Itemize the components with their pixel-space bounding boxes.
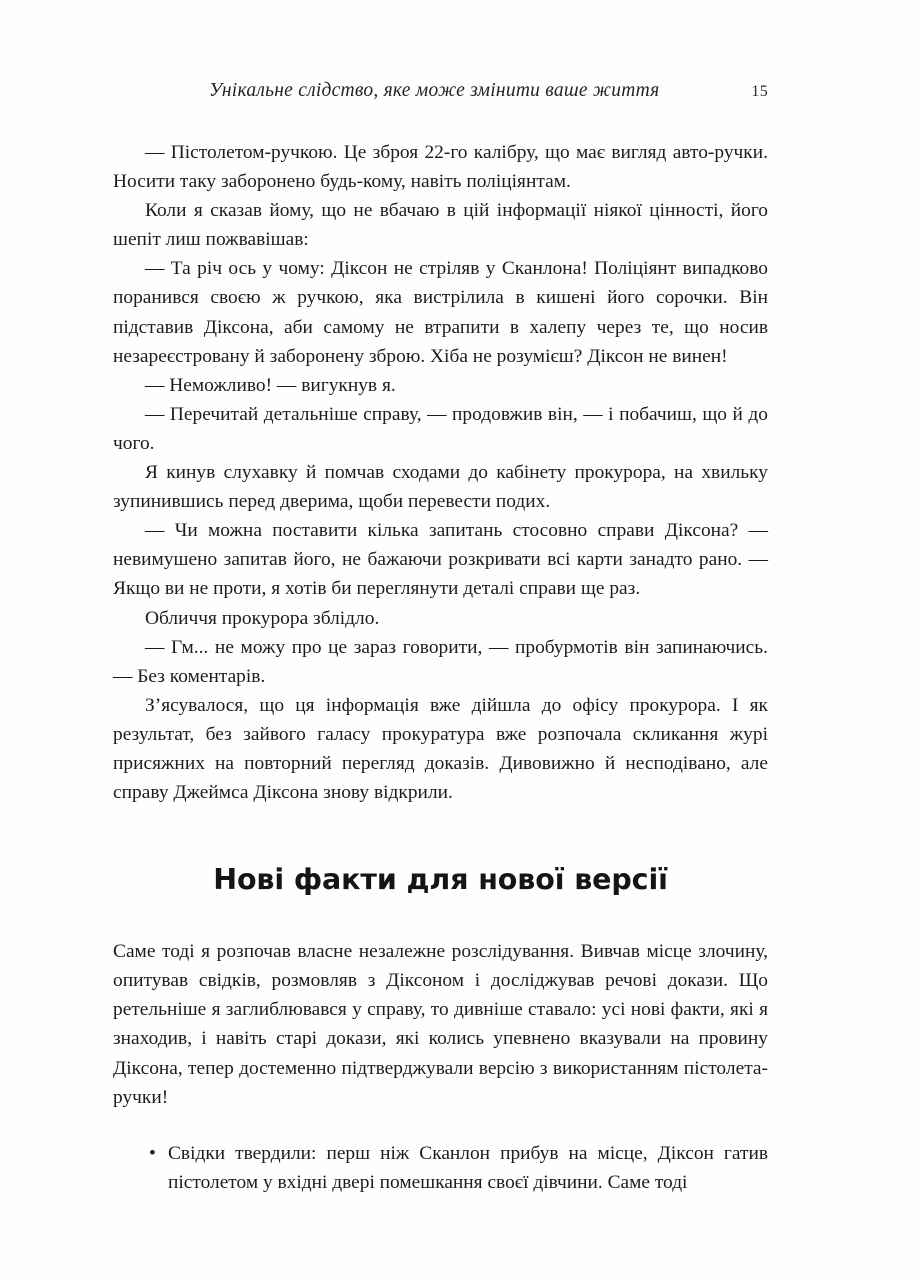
paragraph: — Та річ ось у чому: Діксон не стріляв у Сканлона! Поліціянт випадково поранився своєю ж ручкою, яка вистрілила в кишені його сорочки. Він підставив Діксона, аби самому не втрапити в халепу через те, що носив незареєстровану й заборонену зброю. Хіба не розумієш? Діксон не винен! xyxy=(113,258,768,367)
paragraph: — Пістолетом-ручкою. Це зброя 22-го калібру, що має вигляд авто-ручки. Носити таку заборонено будь-кому, навіть поліціянтам. xyxy=(113,142,768,193)
paragraph: — Гм... не можу про це зараз говорити, — пробурмотів він запинаючись. — Без коментарів. xyxy=(113,636,768,687)
list-item-text: Свідки твердили: перш ніж Сканлон прибув на місце, Діксон гатив пістолетом у вхідні двері помешкання своєї дівчини. Саме тоді xyxy=(168,1142,768,1193)
running-head xyxy=(113,80,768,110)
list-item xyxy=(113,1139,768,1197)
paragraph: — Неможливо! — вигукнув я. xyxy=(145,374,396,396)
bullet-point-icon: • xyxy=(149,1142,156,1164)
paragraph: — Чи можна поставити кілька запитань стосовно справи Діксона? — невимушено запитав його, не бажаючи розкривати всі карти занадто рано. — Якщо ви не проти, я хотів би переглянути деталі справи ще раз. xyxy=(113,520,768,600)
main-text-column xyxy=(113,138,768,1197)
section-heading: Нові факти для нової версії xyxy=(213,863,668,897)
fact-bullet-list xyxy=(113,1139,768,1197)
spacer-above-heading xyxy=(113,807,768,863)
page-number: 15 xyxy=(751,83,768,100)
paragraph: Я кинув слухавку й помчав сходами до кабінету прокурора, на хвильку зупинившись перед дверима, щоби перевести подих. xyxy=(113,462,768,513)
running-head-title: Унікальне слідство, яке може змінити ваше життя xyxy=(209,80,660,101)
paragraph: Коли я сказав йому, що не вбачаю в цій інформації ніякої цінності, його шепіт лиш пожвавішав: xyxy=(113,200,768,251)
paragraph: З’ясувалося, що ця інформація вже дійшла до офісу прокурора. І як результат, без зайвого галасу прокуратура вже розпочала скликання журі присяжних на повторний перегляд доказів. Дивовижно й несподівано, але справу Джеймса Діксона знову відкрили. xyxy=(113,694,768,804)
spacer-below-heading xyxy=(113,897,768,937)
paragraph: Обличчя прокурора зблідло. xyxy=(145,607,380,629)
spacer-above-list xyxy=(113,1112,768,1139)
paragraph: — Перечитай детальніше справу, — продовжив він, — і побачиш, що й до чого. xyxy=(113,403,768,454)
section-intro-paragraph: Саме тоді я розпочав власне незалежне розслідування. Вивчав місце злочину, опитував свідків, розмовляв з Діксоном і досліджував речові докази. Що ретельніше я заглиблювався у справу, то дивніше ставало: усі нові факти, які я знаходив, і навіть старі докази, які колись упевнено вказували на провину Діксона, тепер достеменно підтверджували версію з використанням пістолета-ручки! xyxy=(113,941,768,1108)
